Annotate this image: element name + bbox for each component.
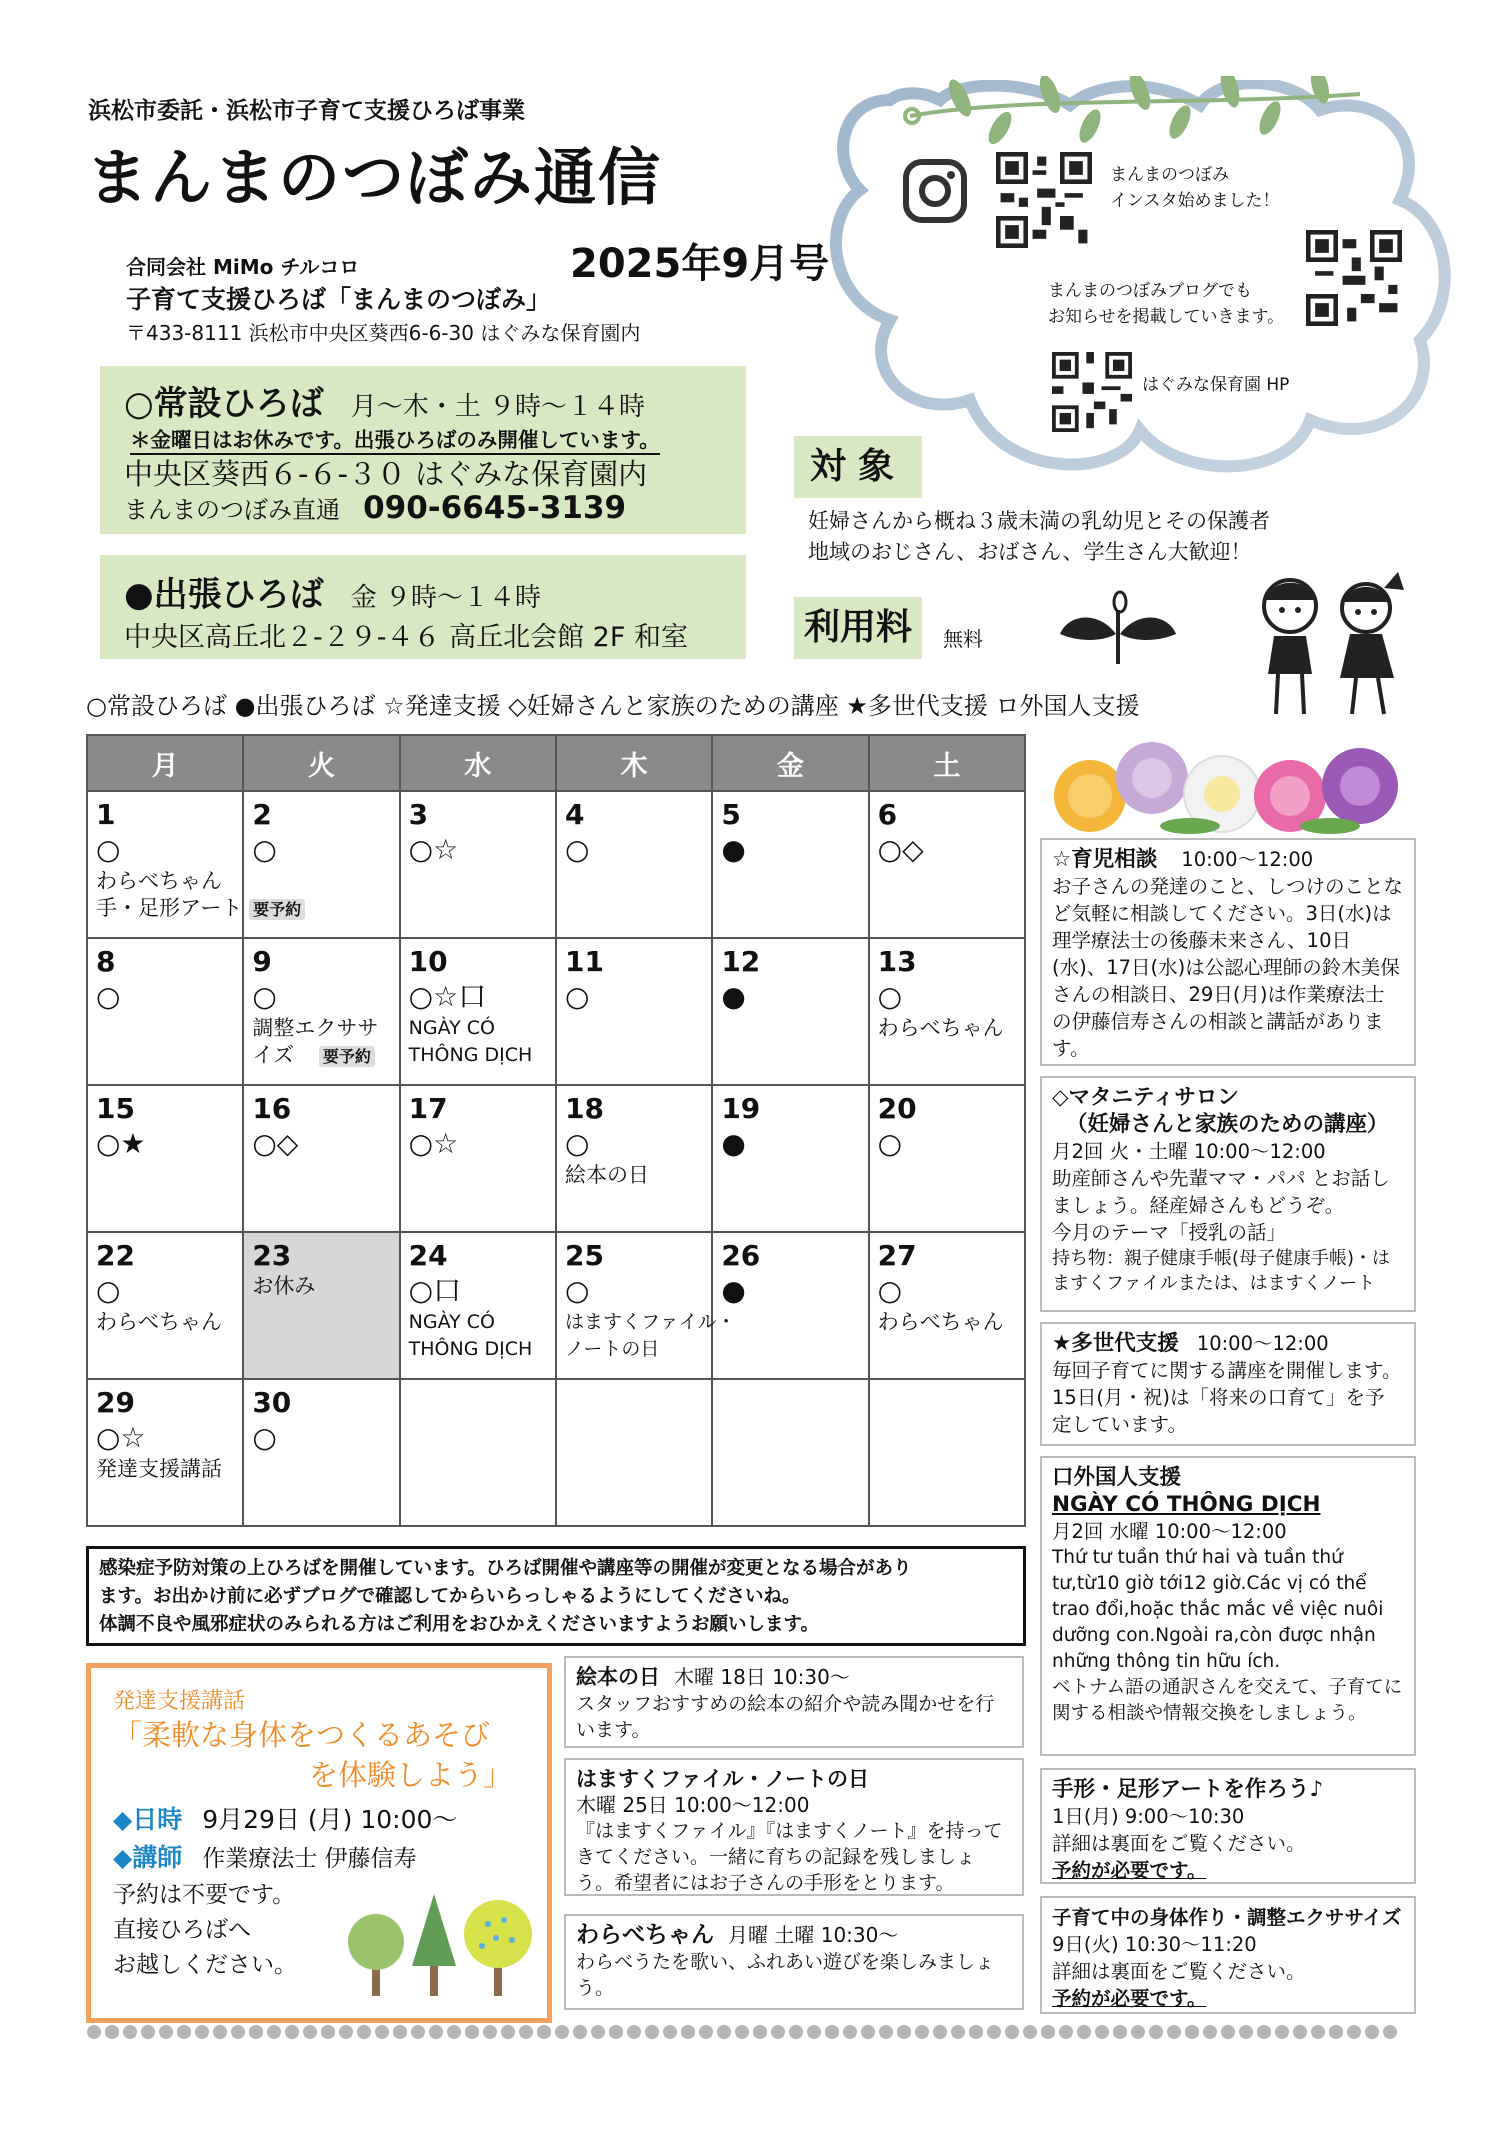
day-cell — [869, 1232, 1025, 1379]
phone-number[interactable]: 090-6645-3139 — [363, 490, 627, 526]
day-number: 26 — [721, 1239, 761, 1272]
day-cell — [243, 1379, 399, 1526]
vine-decoration — [900, 76, 1370, 146]
blog-caption — [1048, 278, 1284, 330]
day-symbols: ○ — [877, 980, 903, 1013]
warabe-box — [564, 1914, 1024, 2010]
dotted-border — [86, 2022, 1416, 2042]
maternity-sub: （妊婦さんと家族のための講座） — [1066, 1112, 1389, 1137]
hp-caption: はぐみな保育園 HP — [1142, 375, 1290, 395]
day-number: 6 — [877, 798, 898, 831]
day-symbols: ● — [721, 1127, 746, 1160]
warabe-title: わらべちゃん — [576, 1922, 714, 1948]
day-note: THÔNG DỊCH — [408, 1044, 533, 1066]
hand-art-box — [1040, 1768, 1416, 1884]
day-cell-closed — [243, 1232, 399, 1379]
day-number: 30 — [252, 1386, 292, 1419]
subtitle: 浜松市委託・浜松市子育て支援ひろば事業 — [88, 98, 525, 124]
day-symbols: ○口 — [408, 1274, 462, 1307]
lecture-lecturer: 作業療法士 伊藤信寿 — [202, 1846, 417, 1872]
day-cell-empty — [869, 1379, 1025, 1526]
foreign-japanese: ベトナム語の通訳さんを交えて、子育てに関する相談や情報交換をしましょう。 — [1052, 1677, 1403, 1724]
day-note: わらべちゃん — [877, 1016, 1004, 1040]
day-symbols: ○ — [564, 1274, 590, 1307]
ehon-box — [564, 1656, 1024, 1748]
target-label: 対象 — [794, 436, 922, 498]
lecture-line-1: 予約は不要です。 — [113, 1882, 296, 1908]
maternity-title: ◇マタニティサロン — [1052, 1085, 1239, 1110]
ehon-title: 絵本の日 — [576, 1665, 660, 1689]
day-number: 23 — [252, 1239, 292, 1272]
hamasuku-when: 木曜 25日 10:00～12:00 — [576, 1793, 810, 1817]
outreach-hiroba-box — [100, 555, 746, 659]
insta-line-1: まんまのつぼみ — [1110, 165, 1229, 185]
art-when: 1日(月) 9:00～10:30 — [1052, 1805, 1245, 1828]
calendar-header-row — [87, 735, 1025, 791]
target-line-1: 妊婦さんから概ね３歳未満の乳幼児とその保護者 — [808, 509, 1270, 533]
legend: ○常設ひろば ●出張ひろば ☆発達支援 ◇妊婦さんと家族のための講座 ★多世代支援 ロ外国人支援 — [86, 692, 1140, 720]
day-note: わらべちゃん — [96, 869, 222, 893]
day-number: 11 — [564, 945, 604, 978]
maternity-when: 月2回 火・土曜 10:00～12:00 — [1052, 1140, 1326, 1163]
day-number: 12 — [721, 945, 761, 978]
day-note: NGÀY CÓ — [408, 1311, 495, 1333]
day-number: 15 — [96, 1092, 135, 1125]
fee-label: 利用料 — [794, 597, 922, 659]
lecture-line-2: 直接ひろばへ — [113, 1917, 251, 1943]
blog-qr-code[interactable] — [1306, 230, 1402, 326]
day-cell — [243, 1085, 399, 1232]
day-number: 19 — [721, 1092, 761, 1125]
day-number: 29 — [96, 1386, 135, 1419]
day-cell — [400, 1085, 556, 1232]
issue-label: 2025年9月号 — [570, 241, 830, 287]
maternity-items: 持ち物：親子健康手帳(母子健康手帳)・はますくファイルまたは、はますくノート — [1052, 1248, 1391, 1294]
maternity-theme: 今月のテーマ「授乳の話」 — [1052, 1221, 1287, 1244]
day-cell — [87, 938, 243, 1085]
day-symbols: ○ — [877, 1274, 903, 1307]
day-symbols: ○◇ — [252, 1127, 299, 1160]
insta-caption — [1110, 162, 1280, 214]
day-note: 手・足形アート — [96, 896, 243, 920]
org-name: 子育て支援ひろば「まんまのつぼみ」 — [126, 285, 552, 314]
day-cell — [712, 791, 868, 938]
day-symbols: ● — [721, 833, 746, 866]
hamasuku-body: 『はますくファイル』『はますくノート』を持ってきてください。一緒に育ちの記録を残しましょう。希望者にはお子さんの手形をとります。 — [576, 1820, 1003, 1894]
day-number: 17 — [408, 1092, 448, 1125]
reserve-tag: 要予約 — [249, 899, 305, 920]
calendar — [86, 734, 1026, 1527]
exercise-reserve: 予約が必要です。 — [1052, 1987, 1207, 2010]
day-note: わらべちゃん — [877, 1310, 1004, 1334]
day-symbols: ○☆ — [408, 1127, 459, 1160]
blog-line-2: お知らせを掲載していきます。 — [1048, 307, 1285, 327]
hamasuku-title: はますくファイル・ノートの日 — [576, 1767, 869, 1791]
day-note: はますくファイル・ — [564, 1311, 736, 1333]
regular-note: ＊金曜日はお休みです。出張ひろばのみ開催しています。 — [130, 423, 660, 455]
day-cell — [400, 1232, 556, 1379]
lecture-date-key: ◆日時 — [113, 1805, 183, 1834]
hamasuku-box — [564, 1758, 1024, 1896]
warabe-when: 月曜 土曜 10:30～ — [728, 1923, 899, 1947]
day-symbols: ○★ — [96, 1127, 146, 1160]
regular-hiroba-box — [100, 366, 746, 534]
exercise-body: 詳細は裏面をご覧ください。 — [1052, 1960, 1306, 1983]
day-symbols: ○ — [564, 833, 590, 866]
tasedai-box — [1040, 1322, 1416, 1446]
ehon-when: 木曜 18日 10:30～ — [674, 1665, 850, 1689]
day-note: THÔNG DỊCH — [408, 1338, 533, 1360]
blog-line-1: まんまのつぼみブログでも — [1048, 281, 1252, 301]
trees-illustration — [342, 1880, 538, 2000]
day-number: 25 — [564, 1239, 604, 1272]
day-symbols: ○ — [877, 1127, 903, 1160]
art-body: 詳細は裏面をご覧ください。 — [1052, 1832, 1306, 1855]
lecture-title-1: 「柔軟な身体をつくるあそび — [113, 1718, 491, 1752]
day-cell-empty — [400, 1379, 556, 1526]
day-cell — [869, 1085, 1025, 1232]
day-symbols: ● — [721, 1274, 746, 1307]
day-cell-empty — [556, 1379, 712, 1526]
ikuji-box — [1040, 838, 1416, 1066]
foreign-support-box — [1040, 1456, 1416, 1756]
day-symbols: ○ — [252, 980, 277, 1013]
day-note: ノートの日 — [564, 1338, 660, 1360]
foreign-sub: NGÀY CÓ THÔNG DỊCH — [1052, 1492, 1321, 1517]
day-cell — [87, 1085, 243, 1232]
day-cell — [556, 791, 712, 938]
day-number: 4 — [564, 798, 585, 831]
day-note: お休み — [252, 1274, 316, 1298]
chrysanthemum-illustration — [1040, 734, 1420, 834]
art-reserve: 予約が必要です。 — [1052, 1859, 1207, 1882]
maternity-box — [1040, 1076, 1416, 1312]
tasedai-title: ★多世代支援 — [1052, 1331, 1179, 1356]
day-note: 調整エクササ — [252, 1016, 379, 1040]
page-title: まんまのつぼみ通信 — [86, 141, 663, 214]
day-note: 絵本の日 — [564, 1163, 649, 1187]
week-row — [87, 1085, 1025, 1232]
day-cell — [87, 791, 302, 938]
regular-hours: 月～木・土 ９時～１４時 — [350, 392, 646, 422]
header-tue: 火 — [243, 735, 399, 791]
fee-value: 無料 — [943, 627, 983, 651]
exercise-box — [1040, 1896, 1416, 2014]
day-number: 18 — [564, 1092, 604, 1125]
day-cell — [712, 1232, 868, 1379]
ikuji-time: 10:00～12:00 — [1181, 848, 1314, 871]
exercise-title: 子育て中の身体作り・調整エクササイズ — [1052, 1906, 1402, 1929]
week-row — [87, 1379, 1025, 1526]
day-number: 2 — [252, 798, 272, 831]
ikuji-title: ☆育児相談 — [1052, 847, 1158, 872]
warabe-body: わらべうたを歌い、ふれあい遊びを楽しみましょう。 — [576, 1951, 995, 1999]
lecture-line-3: お越しください。 — [113, 1952, 297, 1978]
lecture-head: 発達支援講話 — [113, 1689, 246, 1714]
target-description — [808, 506, 1270, 568]
art-title: 手形・足形アートを作ろう♪ — [1052, 1777, 1324, 1802]
tasedai-time: 10:00～12:00 — [1196, 1332, 1329, 1355]
outreach-title: ●出張ひろば — [124, 575, 324, 615]
notice-line-3: 体調不良や風邪症状のみられる方はご利用をおひかえくださいますようお願いします。 — [99, 1614, 820, 1635]
day-note: 発達支援講話 — [96, 1457, 222, 1481]
children-illustration — [1248, 564, 1418, 724]
day-cell — [556, 938, 712, 1085]
lecture-title-2: を体験しよう」 — [309, 1758, 513, 1792]
foreign-vietnamese: Thứ tư tuần thứ hai và tuần thứ tư,từ10 giờ tới12 giờ.Các vị có thể trao đổi,hoặc thắc mắc về việc nuôi dưỡng con.Ngoài ra,còn được nhận những thông tin hữu ích. — [1052, 1547, 1384, 1672]
day-cell — [87, 1232, 243, 1379]
org-company: 合同会社 MiMo チルコロ — [126, 255, 360, 279]
regular-title: ○常設ひろば — [124, 384, 324, 424]
day-number: 9 — [252, 945, 272, 978]
day-number: 22 — [96, 1239, 135, 1272]
week-row — [87, 938, 1025, 1085]
day-symbols: ○ — [96, 1274, 121, 1307]
day-note: わらべちゃん — [96, 1310, 222, 1334]
lecture-date: 9月29日 (月) 10:00～ — [202, 1805, 458, 1834]
day-cell — [400, 938, 556, 1085]
header-sat: 土 — [869, 735, 1025, 791]
day-symbols: ○ — [96, 980, 121, 1013]
day-number: 27 — [877, 1239, 917, 1272]
header-mon: 月 — [87, 735, 243, 791]
header-thu: 木 — [556, 735, 712, 791]
day-symbols: ● — [721, 980, 746, 1013]
header-fri: 金 — [712, 735, 868, 791]
day-cell — [400, 791, 556, 938]
foreign-when: 月2回 水曜 10:00～12:00 — [1052, 1520, 1287, 1543]
day-number: 1 — [96, 798, 116, 831]
day-number: 16 — [252, 1092, 292, 1125]
reserve-tag: 要予約 — [319, 1046, 375, 1067]
day-cell-empty — [712, 1379, 868, 1526]
day-symbols: ○◇ — [877, 833, 924, 866]
day-cell — [87, 1379, 243, 1526]
instagram-icon[interactable] — [902, 158, 968, 224]
exercise-when: 9日(火) 10:30～11:20 — [1052, 1933, 1257, 1956]
day-cell — [556, 1232, 736, 1379]
regular-address: 中央区葵西６-６-３０ はぐみな保育園内 — [124, 457, 648, 491]
hp-qr-code[interactable] — [1052, 352, 1132, 432]
target-line-2: 地域のおじさん、おばさん、学生さん大歓迎！ — [808, 540, 1252, 564]
day-number: 24 — [408, 1239, 448, 1272]
phone-label: まんまのつぼみ直通 — [124, 496, 340, 524]
notice-line-2: ます。お出かけ前に必ずブログで確認してからいらっしゃるようにしてくださいね。 — [99, 1586, 801, 1607]
outreach-hours: 金 ９時～１４時 — [350, 583, 542, 613]
day-cell — [556, 1085, 712, 1232]
day-number: 8 — [96, 945, 116, 978]
day-cell — [243, 938, 399, 1085]
day-number: 5 — [721, 798, 741, 831]
day-symbols: ○ — [96, 833, 121, 866]
day-number: 10 — [408, 945, 448, 978]
day-symbols: ○ — [252, 833, 277, 866]
header-wed: 水 — [400, 735, 556, 791]
notice-box — [86, 1546, 1026, 1646]
week-row — [87, 1232, 1025, 1379]
outreach-address: 中央区高丘北２-２９-４６ 高丘北会館 2F 和室 — [124, 622, 688, 653]
foreign-title: 口外国人支援 — [1052, 1465, 1182, 1490]
instagram-qr-code[interactable] — [996, 152, 1092, 248]
day-symbols: ○ — [564, 980, 590, 1013]
sprout-illustration — [1058, 590, 1178, 664]
day-number: 3 — [408, 798, 429, 831]
day-symbols: ○☆ — [96, 1421, 146, 1454]
notice-line-1: 感染症予防対策の上ひろばを開催しています。ひろば開催や講座等の開催が変更となる場合があり — [99, 1558, 912, 1579]
day-cell — [869, 938, 1025, 1085]
day-symbols: ○☆ — [408, 833, 459, 866]
day-cell — [712, 938, 868, 1085]
insta-line-2: インスタ始めました！ — [1110, 191, 1280, 211]
ehon-body: スタッフおすすめの絵本の紹介や読み聞かせを行います。 — [576, 1693, 995, 1741]
week-row — [87, 791, 1025, 938]
maternity-body: 助産師さんや先輩ママ・パパ とお話しましょう。経産婦さんもどうぞ。 — [1052, 1167, 1390, 1217]
day-cell — [712, 1085, 868, 1232]
day-symbols: ○ — [564, 1127, 590, 1160]
day-symbols: ○☆口 — [408, 980, 487, 1013]
lecture-lecturer-key: ◆講師 — [113, 1843, 183, 1872]
ikuji-body: お子さんの発達のこと、しつけのことなど気軽に相談してください。3日(水)は理学療法士の後藤未来さん、10日(水)、17日(水)は公認心理師の鈴木美保さんの相談日、29日(月)は作業療法士の伊藤信寿さんの相談と講話があります。 — [1052, 875, 1404, 1060]
day-number: 13 — [877, 945, 917, 978]
day-cell — [869, 791, 1025, 938]
org-address: 〒433-8111 浜松市中央区葵西6-6-30 はぐみな保育園内 — [126, 321, 641, 345]
tasedai-body: 毎回子育てに関する講座を開催します。15日(月・祝)は「将来の口育て」を予定しています。 — [1052, 1359, 1402, 1436]
day-note: NGÀY CÓ — [408, 1017, 495, 1039]
day-symbols: ○ — [252, 1421, 277, 1454]
day-note: イズ — [252, 1043, 295, 1067]
day-number: 20 — [877, 1092, 917, 1125]
